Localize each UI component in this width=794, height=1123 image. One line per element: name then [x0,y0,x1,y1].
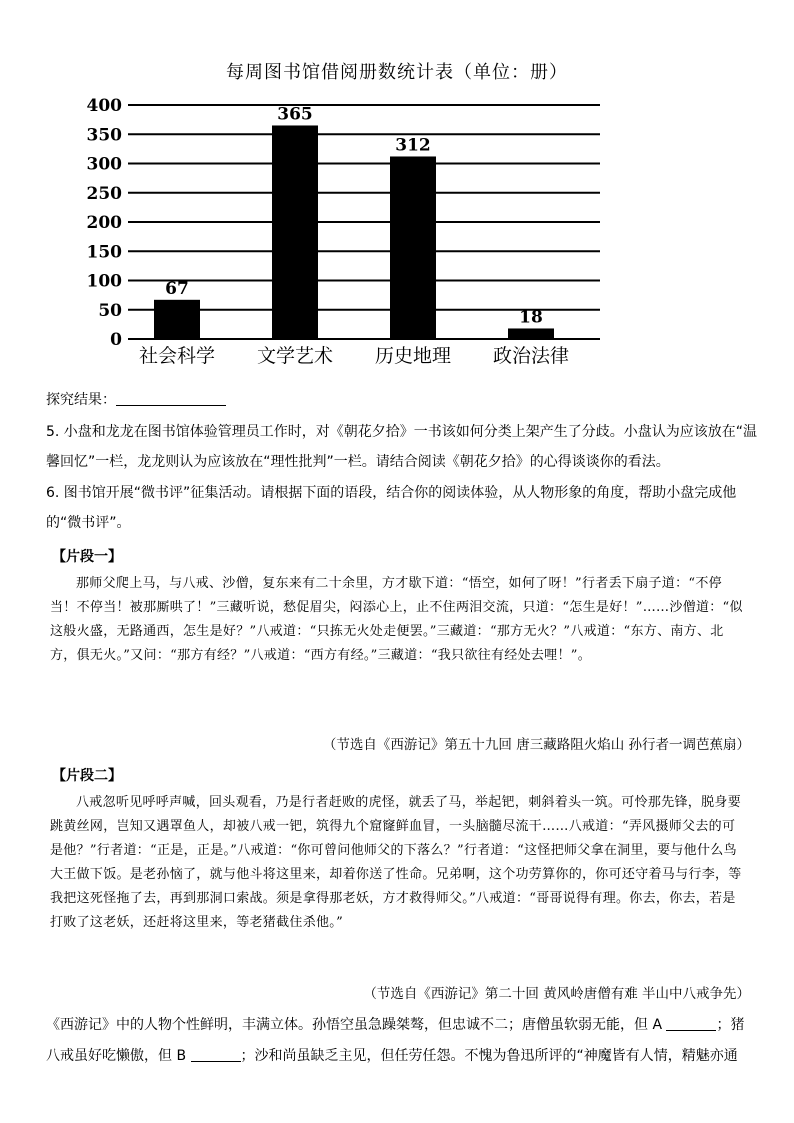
data-label: 312 [395,135,431,156]
category-label: 历史地理 [374,345,452,367]
summary-text-1b: ；猪 [716,1017,745,1033]
q5-line1: 5. 小盘和龙龙在图书馆体验管理员工作时，对《朝花夕拾》一书该如何分类上架产生了分歧。小盘认为应该放在“温 [46,424,758,440]
y-tick-label: 200 [86,213,122,233]
fragment1-title: 【片段一】 [52,549,122,565]
bar [508,328,554,339]
data-label: 365 [277,104,313,125]
blank-a[interactable] [666,1016,716,1031]
category-label: 社会科学 [138,345,216,367]
fragment2-title: 【片段二】 [52,768,122,784]
explore-answer-blank[interactable] [116,391,226,406]
bar [272,125,318,339]
y-tick-label: 350 [86,125,122,146]
summary-line1 [46,1014,744,1034]
y-tick-label: 0 [110,330,122,350]
chart-title: 每周图书馆借阅册数统计表（单位：册） [226,62,568,83]
fragment1-text: 那师父爬上马，与八戒、沙僧，复东来有二十余里，方才歇下道：“悟空，如何了呀！”行者丢下扇子道：“不停当！不停当！被那厮哄了！”三藏听说，愁促眉尖，闷添心上，止不住两泪交流，只道：“怎生是好！”……沙僧道：“似这般火盛，无路通西，怎生是好？”八戒道：“只拣无火处走便罢。”三藏道：“那方无火？”八戒道：“东方、南方、北方，俱无火。”又问：“那方有经？”八戒道：“西方有经。”三藏道：“我只欲往有经处去哩！”。 [50,576,743,663]
summary-text-1a: 《西游记》中的人物个性鲜明，丰满立体。孙悟空虽急躁桀骜，但忠诚不二；唐僧虽软弱无能，但 A [46,1017,663,1033]
fragment2-source: （节选自《西游记》第二十回 黄风岭唐僧有难 半山中八戒争先） [363,986,750,1002]
category-label: 政治法律 [492,345,570,367]
bar [390,156,436,339]
blank-b[interactable] [191,1047,241,1062]
y-tick-label: 100 [86,271,122,292]
bar-chart [0,0,794,380]
summary-text-2a: 八戒虽好吃懒傲，但 B [46,1048,187,1064]
fragment1-source: （节选自《西游记》第五十九回 唐三藏路阻火焰山 孙行者一调芭蕉扇） [322,737,750,753]
q5-line2: 馨回忆”一栏，龙龙则认为应该放在“理性批判”一栏。请结合阅读《朝花夕拾》的心得谈谈你的看法。 [46,454,670,470]
y-tick-label: 400 [86,96,122,116]
y-tick-label: 150 [86,242,122,263]
category-label: 文学艺术 [256,345,334,367]
y-tick-label: 50 [98,300,122,321]
data-label: 18 [519,307,543,328]
bar [154,300,200,339]
summary-line2 [46,1045,738,1065]
y-tick-label: 300 [86,154,122,175]
explore-label: 探究结果： [46,392,116,408]
fragment2-text: 八戒忽听见呼呼声喊，回头观看，乃是行者赶败的虎怪，就丢了马，举起钯，刺斜着头一筑。可怜那先锋，脱身要跳黄丝网，岂知又遇罩鱼人，却被八戒一钯，筑得九个窟窿鲜血冒，一头脑髓尽流干……八戒道：“弄风摄师父去的可是他？”行者道：“正是，正是。”八戒道：“你可曾问他师父的下落么？”行者道：“这怪把师父拿在洞里，要与他什么鸟大王做下饭。是老孙恼了，就与他斗将这里来，却着你送了性命。兄弟啊，这个功劳算你的，你可还守着马与行李，等我把这死怪拖了去，再到那洞口索战。须是拿得那老妖，方才救得师父。”八戒道：“哥哥说得有理。你去，你去，若是打败了这老妖，还赶将这里来，等老猪截住杀他。” [50,795,742,930]
y-tick-label: 250 [86,183,122,204]
summary-text-2b: ；沙和尚虽缺乏主见，但任劳任怨。不愧为鲁迅所评的“神魔皆有人情，精魅亦通 [240,1048,738,1064]
explore-line [46,389,226,409]
q6-line2: 的“微书评”。 [46,515,131,531]
data-label: 67 [165,278,189,299]
q6-line1: 6. 图书馆开展“微书评”征集活动。请根据下面的语段，结合你的阅读体验，从人物形象的角度，帮助小盘完成他 [46,485,737,501]
